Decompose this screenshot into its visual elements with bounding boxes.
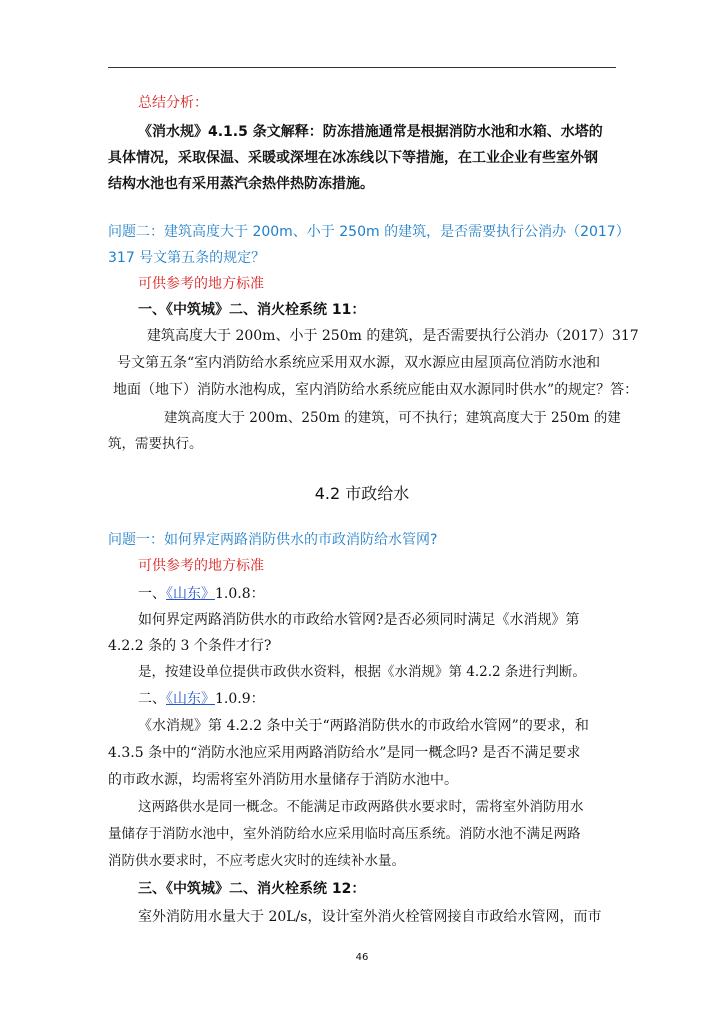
- question2-line: 问题二：建筑高度大于 200m、小于 250m 的建筑，是否需要执行公消办（2017）: [108, 224, 630, 240]
- question1-ref-heading: 可供参考的地方标准: [138, 558, 264, 574]
- question2-item1-q: 建筑高度大于 200m、小于 250m 的建筑，是否需要执行公消办（2017）317: [147, 328, 639, 344]
- question1-item2-q: 的市政水源，均需将室外消防用水量储存于消防水池中。: [108, 772, 458, 788]
- question1-item3-text: 室外消防用水量大于 20L/s，设计室外消火栓管网接自市政给水管网，而市: [138, 909, 602, 925]
- header-rule: [108, 67, 616, 68]
- question2-ref-heading: 可供参考的地方标准: [138, 276, 264, 292]
- item1-number: 一、: [138, 586, 166, 602]
- summary-line: 具体情况，采取保温、采暖或深埋在冰冻线以下等措施，在工业企业有些室外钢: [108, 150, 598, 166]
- question1-item3-title: 三、《中筑城》二、消火栓系统 12：: [138, 881, 366, 897]
- item2-number: 二、: [138, 691, 166, 707]
- summary-line: 结构水池也有采用蒸汽余热伴热防冻措施。: [108, 176, 374, 192]
- item2-clause: 1.0.9：: [215, 691, 265, 707]
- question2-item1-q: 号文第五条“室内消防给水系统应采用双水源，双水源应由屋顶高位消防水池和: [117, 355, 601, 371]
- question2-item1-title: 一、《中筑城》二、消火栓系统 11：: [138, 302, 366, 318]
- page-number: 46: [355, 952, 369, 963]
- shandong-link[interactable]: 《山东》: [166, 586, 215, 602]
- question2-line: 317 号文第五条的规定？: [108, 250, 266, 266]
- question1-item2-q: 4.3.5 条中的“消防水池应采用两路消防给水”是同一概念吗? 是否不满足要求: [108, 745, 581, 761]
- shandong-link[interactable]: 《山东》: [166, 691, 215, 707]
- question2-item1-a: 建筑高度大于 200m、250m 的建筑，可不执行；建筑高度大于 250m 的建: [164, 410, 621, 426]
- question1-item1-q: 4.2.2 条的 3 个条件才行?: [108, 638, 272, 654]
- question2-item1-q: 地面（地下）消防水池构成，室内消防给水系统应能由双水源同时供水”的规定？答：: [113, 382, 639, 398]
- section-heading: 4.2 市政给水: [314, 484, 410, 503]
- question1-item2-q: 《水消规》第 4.2.2 条中关于“两路消防供水的市政给水管网”的要求，和: [138, 718, 589, 734]
- question1-item1-a: 是，按建设单位提供市政供水资料，根据《水消规》第 4.2.2 条进行判断。: [138, 664, 586, 680]
- summary-heading: 总结分析：: [138, 95, 208, 111]
- question1-item2-a: 量储存于消防水池中，室外消防给水应采用临时高压系统。消防水池不满足两路: [108, 826, 581, 842]
- question1-item2-a: 这两路供水是同一概念。不能满足市政两路供水要求时，需将室外消防用水: [138, 799, 584, 815]
- question1-item2-a: 消防供水要求时，不应考虑火灾时的连续补水量。: [108, 853, 405, 869]
- question1-item1-q: 如何界定两路消防供水的市政给水管网?是否必须同时满足《水消规》第: [138, 612, 580, 628]
- question1-line: 问题一：如何界定两路消防供水的市政消防给水管网?: [108, 532, 438, 548]
- question1-item2-title: [138, 689, 265, 709]
- item1-clause: 1.0.8：: [215, 586, 265, 602]
- question2-item1-a: 筑，需要执行。: [108, 436, 203, 452]
- summary-line: 《消水规》4.1.5 条文解释：防冻措施通常是根据消防水池和水箱、水塔的: [138, 124, 603, 140]
- question1-item1-title: [138, 584, 265, 604]
